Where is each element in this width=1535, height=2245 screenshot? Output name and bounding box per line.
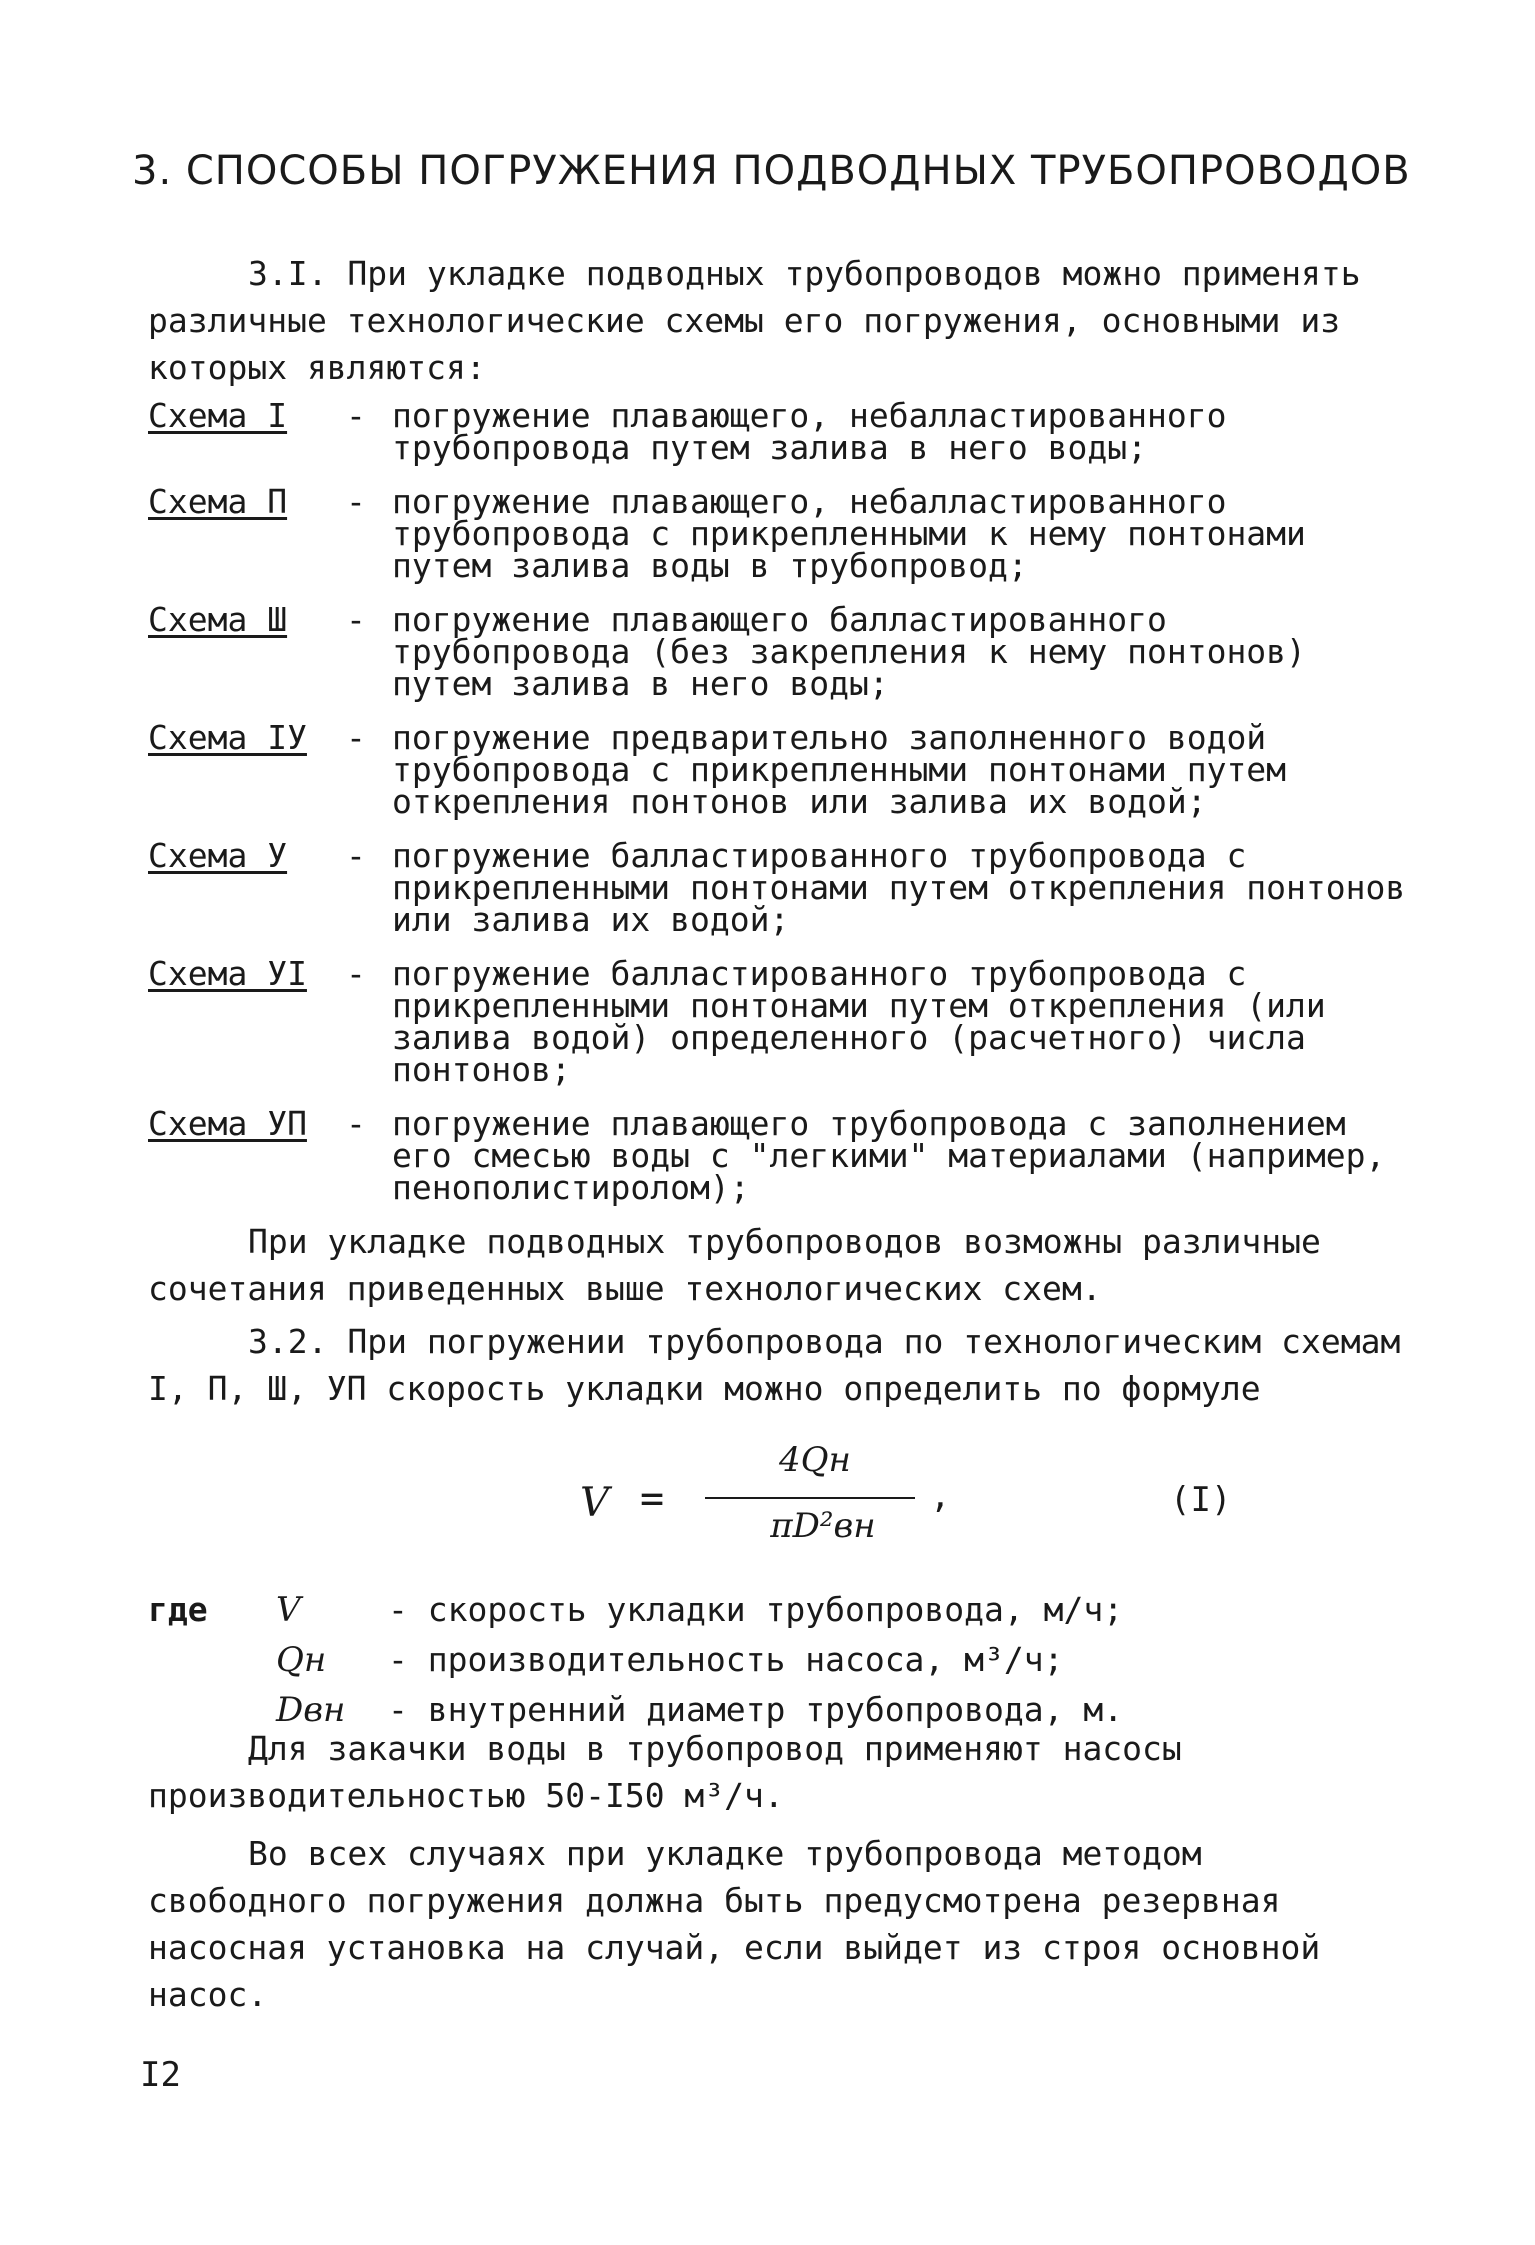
definition-row: [148, 1635, 1408, 1685]
paragraph-pumps: [148, 1725, 1408, 1819]
variable-definition: - скорость укладки трубопровода, м/ч;: [388, 1590, 1124, 1629]
scheme-description: погружение балластированного трубопровода с прикрепленными понтонами путем открепления (или залива водой) определенного (расчетного) числа понтонов;: [392, 954, 1326, 1089]
variable-symbol: V: [276, 1590, 301, 1630]
scheme-item: [148, 718, 1408, 821]
variable-definitions: [148, 1585, 1408, 1735]
scheme-list: [148, 396, 1408, 1226]
where-keyword: где: [148, 1590, 208, 1629]
scheme-description: погружение предварительно заполненного водой трубопровода с прикрепленными понтонами путем открепления понтонов или залива их водой;: [392, 718, 1287, 821]
dash: -: [346, 718, 366, 757]
variable-definition: - внутренний диаметр трубопровода, м.: [388, 1690, 1124, 1729]
paragraph-text: При укладке подводных трубопроводов можно применять различные технологические схемы его погружения, основными из которых являются:: [148, 254, 1361, 387]
scheme-label: Схема УI: [148, 954, 307, 993]
formula-numerator: 4Qн: [779, 1440, 851, 1480]
scheme-label: Схема I: [148, 396, 288, 435]
scheme-label: Схема П: [148, 482, 288, 521]
variable-definition: - производительность насоса, м³/ч;: [388, 1640, 1064, 1679]
scheme-item: [148, 836, 1408, 939]
variable-symbol: Qн: [276, 1640, 327, 1680]
definition-row: [148, 1585, 1408, 1635]
scheme-description: погружение плавающего трубопровода с заполнением его смесью воды с "легкими" материалами (например, пенополистиролом);: [392, 1104, 1386, 1207]
variable-symbol: Dвн: [276, 1690, 346, 1730]
scheme-label: Схема Ш: [148, 600, 288, 639]
formula-equals: =: [640, 1476, 665, 1522]
dash: -: [346, 1104, 366, 1143]
scheme-description: погружение плавающего, небалластированного трубопровода с прикрепленными к нему понтонами путем залива воды в трубопровод;: [392, 482, 1306, 585]
scheme-item: [148, 396, 1408, 467]
paragraph-text: Для закачки воды в трубопровод применяют насосы производительностью 50-I50 м³/ч.: [148, 1729, 1182, 1815]
paragraph-reserve: [148, 1830, 1408, 2018]
dash: -: [346, 836, 366, 875]
scheme-item: [148, 954, 1408, 1089]
section-title: 3. СПОСОБЫ ПОГРУЖЕНИЯ ПОДВОДНЫХ ТРУБОПРОВОДОВ: [132, 148, 1411, 194]
scheme-description: погружение плавающего балластированного трубопровода (без закрепления к нему понтонов) путем залива в него воды;: [392, 600, 1306, 703]
paragraph-3-2: [148, 1318, 1408, 1412]
paragraph-text: Во всех случаях при укладке трубопровода методом свободного погружения должна быть предусмотрена резервная насосная установка на случай, если выйдет из строя основной насос.: [148, 1834, 1321, 2014]
paragraph-combinations: [148, 1218, 1408, 1312]
formula-comma: ,: [930, 1476, 951, 1516]
scheme-label: Схема IУ: [148, 718, 307, 757]
scheme-item: [148, 600, 1408, 703]
speed-formula: [580, 1440, 1380, 1580]
page-number: I2: [140, 2055, 181, 2095]
paragraph-text: При укладке подводных трубопроводов возможны различные сочетания приведенных выше технологических схем.: [148, 1222, 1321, 1308]
fraction-bar: [705, 1497, 915, 1499]
paragraph-number: 3.2.: [248, 1322, 328, 1361]
scheme-description: погружение балластированного трубопровода с прикрепленными понтонами путем открепления понтонов или залива их водой;: [392, 836, 1406, 939]
formula-lhs: V: [580, 1480, 609, 1526]
scheme-item: [148, 482, 1408, 585]
formula-denominator: πD²вн: [770, 1506, 876, 1546]
dash: -: [346, 600, 366, 639]
scheme-item: [148, 1104, 1408, 1207]
paragraph-3-1: [148, 250, 1408, 391]
paragraph-number: 3.I.: [248, 254, 328, 293]
scheme-description: погружение плавающего, небалластированного трубопровода путем залива в него воды;: [392, 396, 1227, 467]
paragraph-text: При погружении трубопровода по технологическим схемам I, П, Ш, УП скорость укладки можно определить по формуле: [148, 1322, 1401, 1408]
dash: -: [346, 396, 366, 435]
dash: -: [346, 954, 366, 993]
dash: -: [346, 482, 366, 521]
scheme-label: Схема У: [148, 836, 288, 875]
formula-number: (I): [1170, 1480, 1232, 1520]
scheme-label: Схема УП: [148, 1104, 307, 1143]
